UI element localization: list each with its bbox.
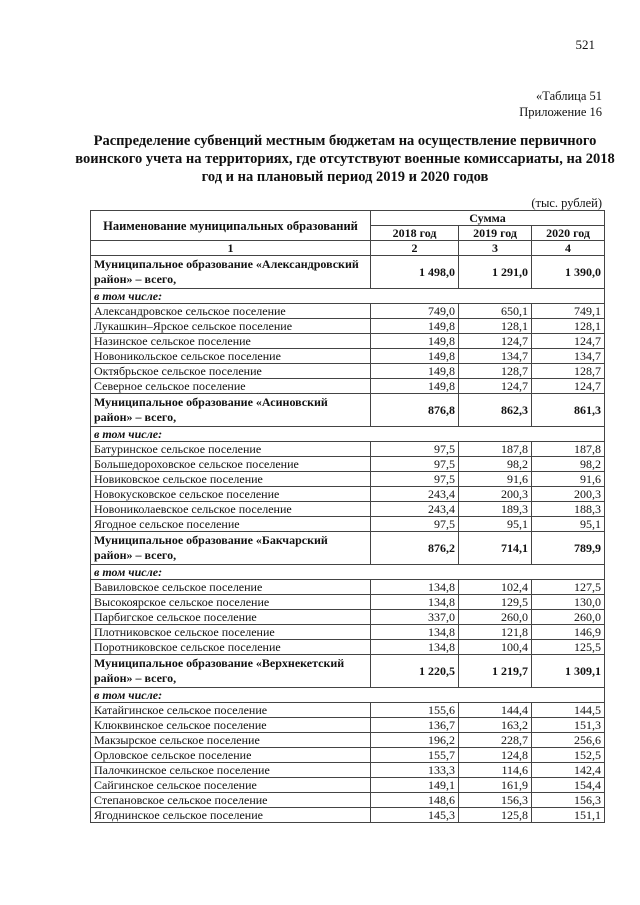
settlement-value: 124,7 <box>532 379 605 394</box>
settlement-value: 243,4 <box>371 502 459 517</box>
settlement-value: 128,7 <box>459 364 532 379</box>
settlement-name: Орловское сельское поселение <box>91 748 371 763</box>
settlement-name: Высокоярское сельское поселение <box>91 595 371 610</box>
settlement-value: 97,5 <box>371 457 459 472</box>
settlement-row <box>91 319 605 334</box>
settlement-value: 129,5 <box>459 595 532 610</box>
table-reference <box>519 88 602 120</box>
settlement-row <box>91 640 605 655</box>
settlement-value: 148,6 <box>371 793 459 808</box>
settlement-value: 149,8 <box>371 319 459 334</box>
settlement-row <box>91 442 605 457</box>
total-value: 789,9 <box>532 532 605 565</box>
page-number: 521 <box>575 37 595 52</box>
settlement-value: 155,7 <box>371 748 459 763</box>
settlement-value: 155,6 <box>371 703 459 718</box>
settlement-row <box>91 808 605 823</box>
settlement-value: 124,7 <box>459 379 532 394</box>
settlement-row <box>91 733 605 748</box>
settlement-row <box>91 487 605 502</box>
settlement-name: Назинское сельское поселение <box>91 334 371 349</box>
settlement-value: 98,2 <box>532 457 605 472</box>
total-value: 1 498,0 <box>371 256 459 289</box>
settlement-row <box>91 364 605 379</box>
settlement-row <box>91 379 605 394</box>
settlement-value: 188,3 <box>532 502 605 517</box>
settlement-value: 154,4 <box>532 778 605 793</box>
settlement-value: 97,5 <box>371 442 459 457</box>
settlement-row <box>91 778 605 793</box>
column-header-2019: 2019 год <box>459 226 532 241</box>
municipality-total-row <box>91 256 605 289</box>
municipality-name: Муниципальное образование «Асиновский район» – всего, <box>91 394 371 427</box>
municipality-total-row <box>91 394 605 427</box>
column-number: 1 <box>91 241 371 256</box>
settlement-name: Новокусковское сельское поселение <box>91 487 371 502</box>
settlement-value: 136,7 <box>371 718 459 733</box>
settlement-value: 749,1 <box>532 304 605 319</box>
column-header-sum: Сумма <box>371 211 605 226</box>
settlement-value: 124,7 <box>532 334 605 349</box>
column-number-row <box>91 241 605 256</box>
settlement-row <box>91 580 605 595</box>
settlement-value: 156,3 <box>459 793 532 808</box>
column-header-2020: 2020 год <box>532 226 605 241</box>
settlement-row <box>91 472 605 487</box>
units-label: (тыс. рублей) <box>531 196 602 210</box>
settlement-row <box>91 703 605 718</box>
settlement-value: 134,8 <box>371 595 459 610</box>
settlement-value: 161,9 <box>459 778 532 793</box>
settlement-row <box>91 793 605 808</box>
settlement-value: 145,3 <box>371 808 459 823</box>
settlement-value: 102,4 <box>459 580 532 595</box>
settlement-name: Ягоднинское сельское поселение <box>91 808 371 823</box>
settlement-value: 133,3 <box>371 763 459 778</box>
settlement-value: 128,1 <box>532 319 605 334</box>
settlement-row <box>91 517 605 532</box>
settlement-value: 127,5 <box>532 580 605 595</box>
settlement-name: Палочкинское сельское поселение <box>91 763 371 778</box>
settlement-value: 189,3 <box>459 502 532 517</box>
total-value: 862,3 <box>459 394 532 427</box>
settlement-value: 149,1 <box>371 778 459 793</box>
settlement-name: Вавиловское сельское поселение <box>91 580 371 595</box>
settlement-value: 149,8 <box>371 364 459 379</box>
settlement-value: 149,8 <box>371 349 459 364</box>
settlement-value: 144,4 <box>459 703 532 718</box>
settlement-value: 144,5 <box>532 703 605 718</box>
settlement-value: 134,7 <box>459 349 532 364</box>
settlement-value: 146,9 <box>532 625 605 640</box>
municipality-total-row <box>91 532 605 565</box>
settlement-row <box>91 457 605 472</box>
settlement-row <box>91 304 605 319</box>
table-body <box>91 256 605 823</box>
settlement-name: Ягодное сельское поселение <box>91 517 371 532</box>
settlement-value: 91,6 <box>532 472 605 487</box>
column-header-name: Наименование муниципальных образований <box>91 211 371 241</box>
settlement-value: 156,3 <box>532 793 605 808</box>
settlement-row <box>91 595 605 610</box>
settlement-name: Северное сельское поселение <box>91 379 371 394</box>
settlement-name: Октябрьское сельское поселение <box>91 364 371 379</box>
settlement-value: 114,6 <box>459 763 532 778</box>
total-value: 1 309,1 <box>532 655 605 688</box>
settlement-value: 163,2 <box>459 718 532 733</box>
settlement-value: 256,6 <box>532 733 605 748</box>
settlement-name: Степановское сельское поселение <box>91 793 371 808</box>
settlement-value: 260,0 <box>459 610 532 625</box>
municipality-total-row <box>91 655 605 688</box>
header-row <box>91 211 605 226</box>
settlement-value: 187,8 <box>459 442 532 457</box>
total-value: 876,2 <box>371 532 459 565</box>
settlement-value: 149,8 <box>371 379 459 394</box>
settlement-row <box>91 502 605 517</box>
settlement-value: 149,8 <box>371 334 459 349</box>
settlement-value: 97,5 <box>371 472 459 487</box>
settlement-value: 130,0 <box>532 595 605 610</box>
settlement-value: 97,5 <box>371 517 459 532</box>
settlement-value: 134,7 <box>532 349 605 364</box>
settlement-value: 187,8 <box>532 442 605 457</box>
settlement-name: Батуринское сельское поселение <box>91 442 371 457</box>
settlement-value: 128,1 <box>459 319 532 334</box>
subheading-label: в том числе: <box>91 565 605 580</box>
settlement-value: 128,7 <box>532 364 605 379</box>
settlement-value: 134,8 <box>371 580 459 595</box>
subvention-table <box>90 210 605 823</box>
settlement-value: 95,1 <box>459 517 532 532</box>
appendix-number: Приложение 16 <box>519 105 602 119</box>
settlement-value: 151,1 <box>532 808 605 823</box>
settlement-value: 100,4 <box>459 640 532 655</box>
total-value: 1 220,5 <box>371 655 459 688</box>
settlement-name: Лукашкин–Ярское сельское поселение <box>91 319 371 334</box>
total-value: 1 390,0 <box>532 256 605 289</box>
subheading-row <box>91 565 605 580</box>
settlement-row <box>91 625 605 640</box>
column-header-2018: 2018 год <box>371 226 459 241</box>
total-value: 714,1 <box>459 532 532 565</box>
settlement-row <box>91 610 605 625</box>
municipality-name: Муниципальное образование «Александровский район» – всего, <box>91 256 371 289</box>
settlement-row <box>91 718 605 733</box>
settlement-value: 91,6 <box>459 472 532 487</box>
settlement-value: 98,2 <box>459 457 532 472</box>
subheading-row <box>91 427 605 442</box>
settlement-name: Поротниковское сельское поселение <box>91 640 371 655</box>
settlement-value: 243,4 <box>371 487 459 502</box>
settlement-name: Новоникольское сельское поселение <box>91 349 371 364</box>
settlement-value: 650,1 <box>459 304 532 319</box>
settlement-value: 121,8 <box>459 625 532 640</box>
subheading-label: в том числе: <box>91 427 605 442</box>
settlement-name: Сайгинское сельское поселение <box>91 778 371 793</box>
settlement-name: Катайгинское сельское поселение <box>91 703 371 718</box>
settlement-name: Клюквинское сельское поселение <box>91 718 371 733</box>
column-number: 4 <box>532 241 605 256</box>
total-value: 861,3 <box>532 394 605 427</box>
settlement-value: 124,8 <box>459 748 532 763</box>
settlement-row <box>91 334 605 349</box>
settlement-value: 134,8 <box>371 640 459 655</box>
settlement-value: 151,3 <box>532 718 605 733</box>
settlement-value: 124,7 <box>459 334 532 349</box>
table-number: «Таблица 51 <box>536 89 602 103</box>
settlement-name: Новониколаевское сельское поселение <box>91 502 371 517</box>
settlement-value: 200,3 <box>459 487 532 502</box>
settlement-value: 196,2 <box>371 733 459 748</box>
settlement-value: 749,0 <box>371 304 459 319</box>
total-value: 1 219,7 <box>459 655 532 688</box>
document-title: Распределение субвенций местным бюджетам на осуществление первичного воинского учета на территориях, где отсутствуют военные комиссариаты, на 2018 год и на плановый период 2019 и 2020 годов <box>75 133 615 185</box>
settlement-value: 152,5 <box>532 748 605 763</box>
settlement-row <box>91 763 605 778</box>
settlement-value: 260,0 <box>532 610 605 625</box>
settlement-name: Новиковское сельское поселение <box>91 472 371 487</box>
total-value: 1 291,0 <box>459 256 532 289</box>
municipality-name: Муниципальное образование «Бакчарский район» – всего, <box>91 532 371 565</box>
subheading-label: в том числе: <box>91 289 605 304</box>
settlement-value: 200,3 <box>532 487 605 502</box>
settlement-value: 95,1 <box>532 517 605 532</box>
settlement-row <box>91 349 605 364</box>
settlement-name: Макзырское сельское поселение <box>91 733 371 748</box>
total-value: 876,8 <box>371 394 459 427</box>
settlement-name: Большедороховское сельское поселение <box>91 457 371 472</box>
column-number: 2 <box>371 241 459 256</box>
settlement-value: 337,0 <box>371 610 459 625</box>
settlement-value: 125,5 <box>532 640 605 655</box>
municipality-name: Муниципальное образование «Верхнекетский район» – всего, <box>91 655 371 688</box>
settlement-name: Плотниковское сельское поселение <box>91 625 371 640</box>
settlement-value: 142,4 <box>532 763 605 778</box>
subheading-row <box>91 289 605 304</box>
settlement-value: 125,8 <box>459 808 532 823</box>
settlement-name: Парбигское сельское поселение <box>91 610 371 625</box>
settlement-row <box>91 748 605 763</box>
subheading-row <box>91 688 605 703</box>
settlement-value: 134,8 <box>371 625 459 640</box>
column-number: 3 <box>459 241 532 256</box>
settlement-value: 228,7 <box>459 733 532 748</box>
settlement-name: Александровское сельское поселение <box>91 304 371 319</box>
subheading-label: в том числе: <box>91 688 605 703</box>
